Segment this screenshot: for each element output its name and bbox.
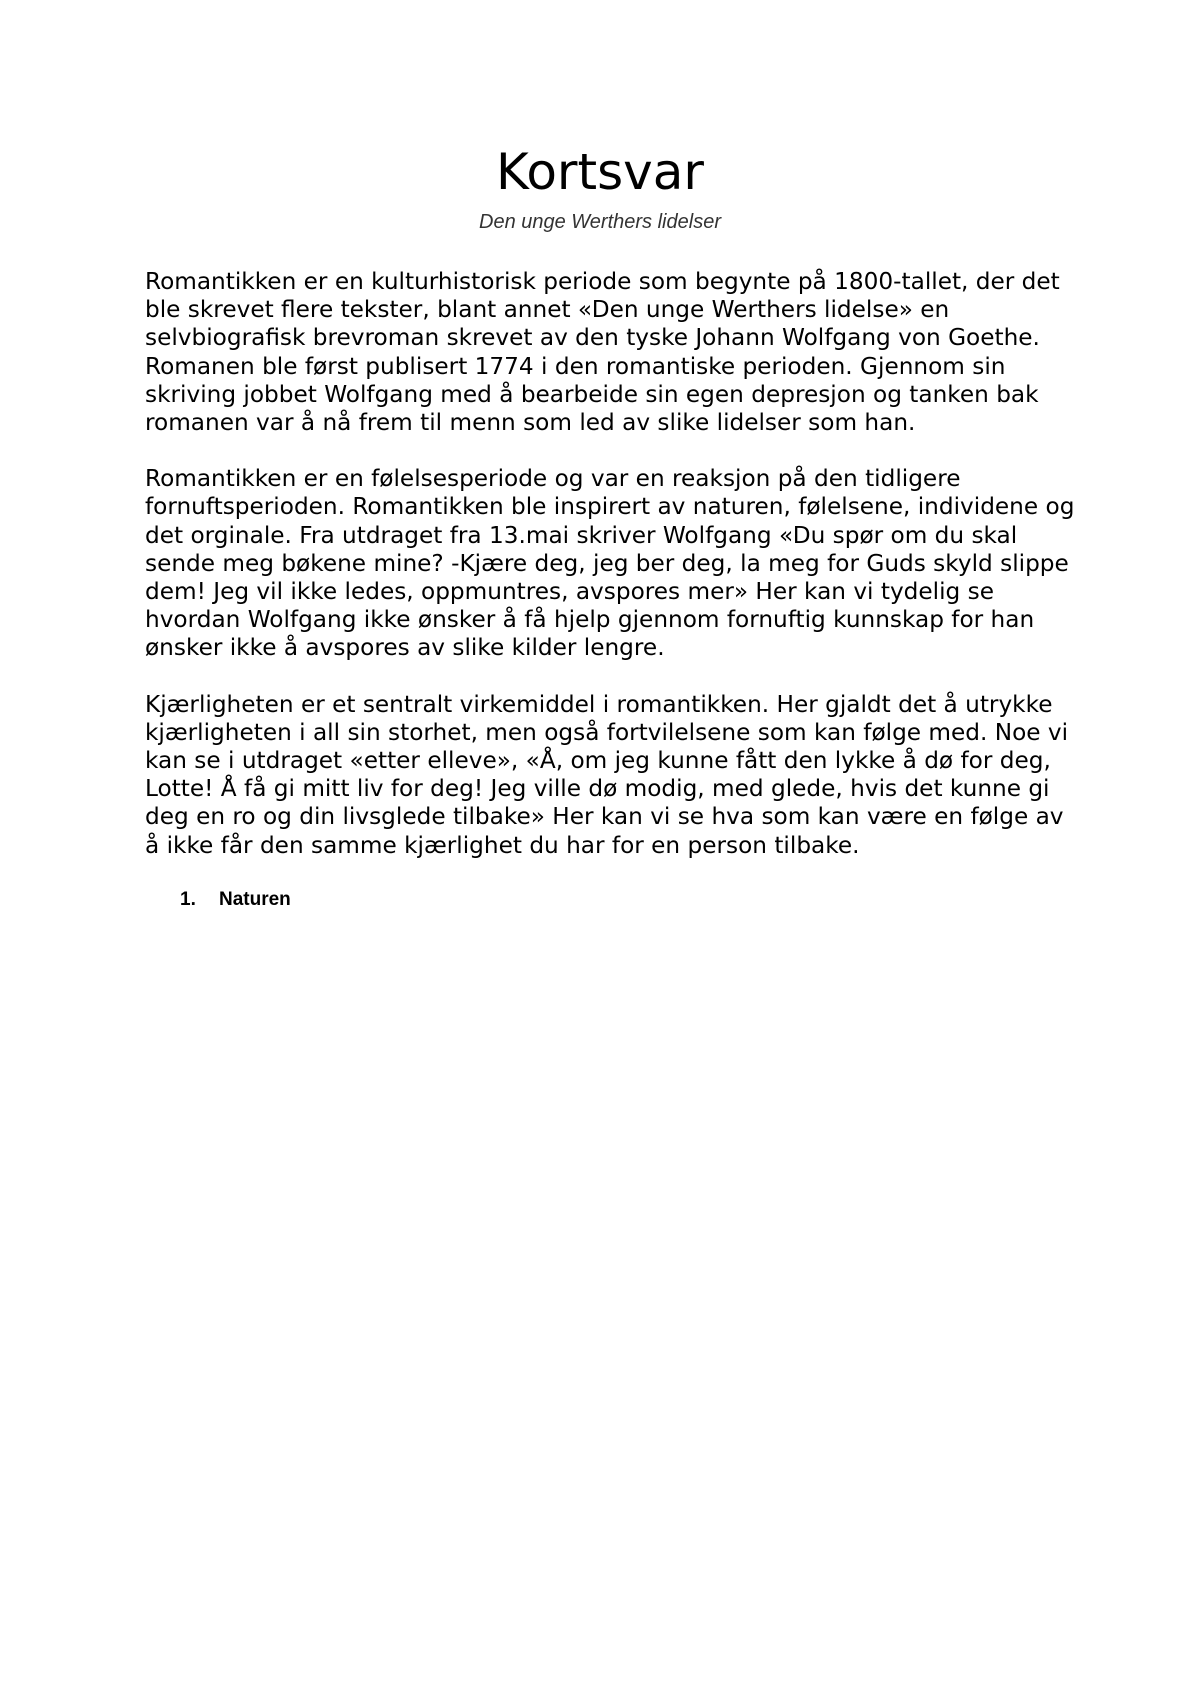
paragraph-3: Kjærligheten er et sentralt virkemiddel i romantikken. Her gjaldt det å utrykke kjærligheten i all sin storhet, men også fortvilelsene som kan følge med. Noe vi kan se i utdraget «etter elleve», «Å, om jeg kunne fått den lykke å dø for deg, Lotte! Å få gi mitt liv for deg! Jeg ville dø modig, med glede, hvis det kunne gi deg en ro og din livsglede tilbake» Her kan vi se hva som kan være en følge av å ikke får den samme kjærlighet du har for en person tilbake. — [145, 690, 1069, 859]
document-title: Kortsvar — [496, 143, 704, 201]
document-body — [145, 268, 1075, 912]
numbered-list — [145, 888, 1075, 912]
list-item-label: Naturen — [219, 888, 291, 910]
paragraph-1: Romantikken er en kulturhistorisk periode som begynte på 1800-tallet, der det ble skrevet flere tekster, blant annet «Den unge Werthers lidelse» en selvbiografisk brevroman skrevet av den tyske Johann Wolfgang von Goethe. Romanen ble først publisert 1774 i den romantiske perioden. Gjennom sin skriving jobbet Wolfgang med å bearbeide sin egen depresjon og tanken bak romanen var å nå frem til menn som led av slike lidelser som han. — [145, 268, 1060, 437]
paragraph-2: Romantikken er en følelsesperiode og var en reaksjon på den tidligere fornuftsperioden. Romantikken ble inspirert av naturen, følelsene, individene og det orginale. Fra utdraget fra 13.mai skriver Wolfgang «Du spør om du skal sende meg bøkene mine? -Kjære deg, jeg ber deg, la meg for Guds skyld slippe dem! Jeg vil ikke ledes, oppmuntres, avspores mer» Her kan vi tydelig se hvordan Wolfgang ikke ønsker å få hjelp gjennom fornuftig kunnskap for han ønsker ikke å avspores av slike kilder lengre. — [145, 465, 1075, 662]
document-subtitle: Den unge Werthers lidelser — [479, 211, 721, 233]
list-item-number: 1. — [180, 888, 196, 910]
list-item — [145, 888, 1075, 912]
